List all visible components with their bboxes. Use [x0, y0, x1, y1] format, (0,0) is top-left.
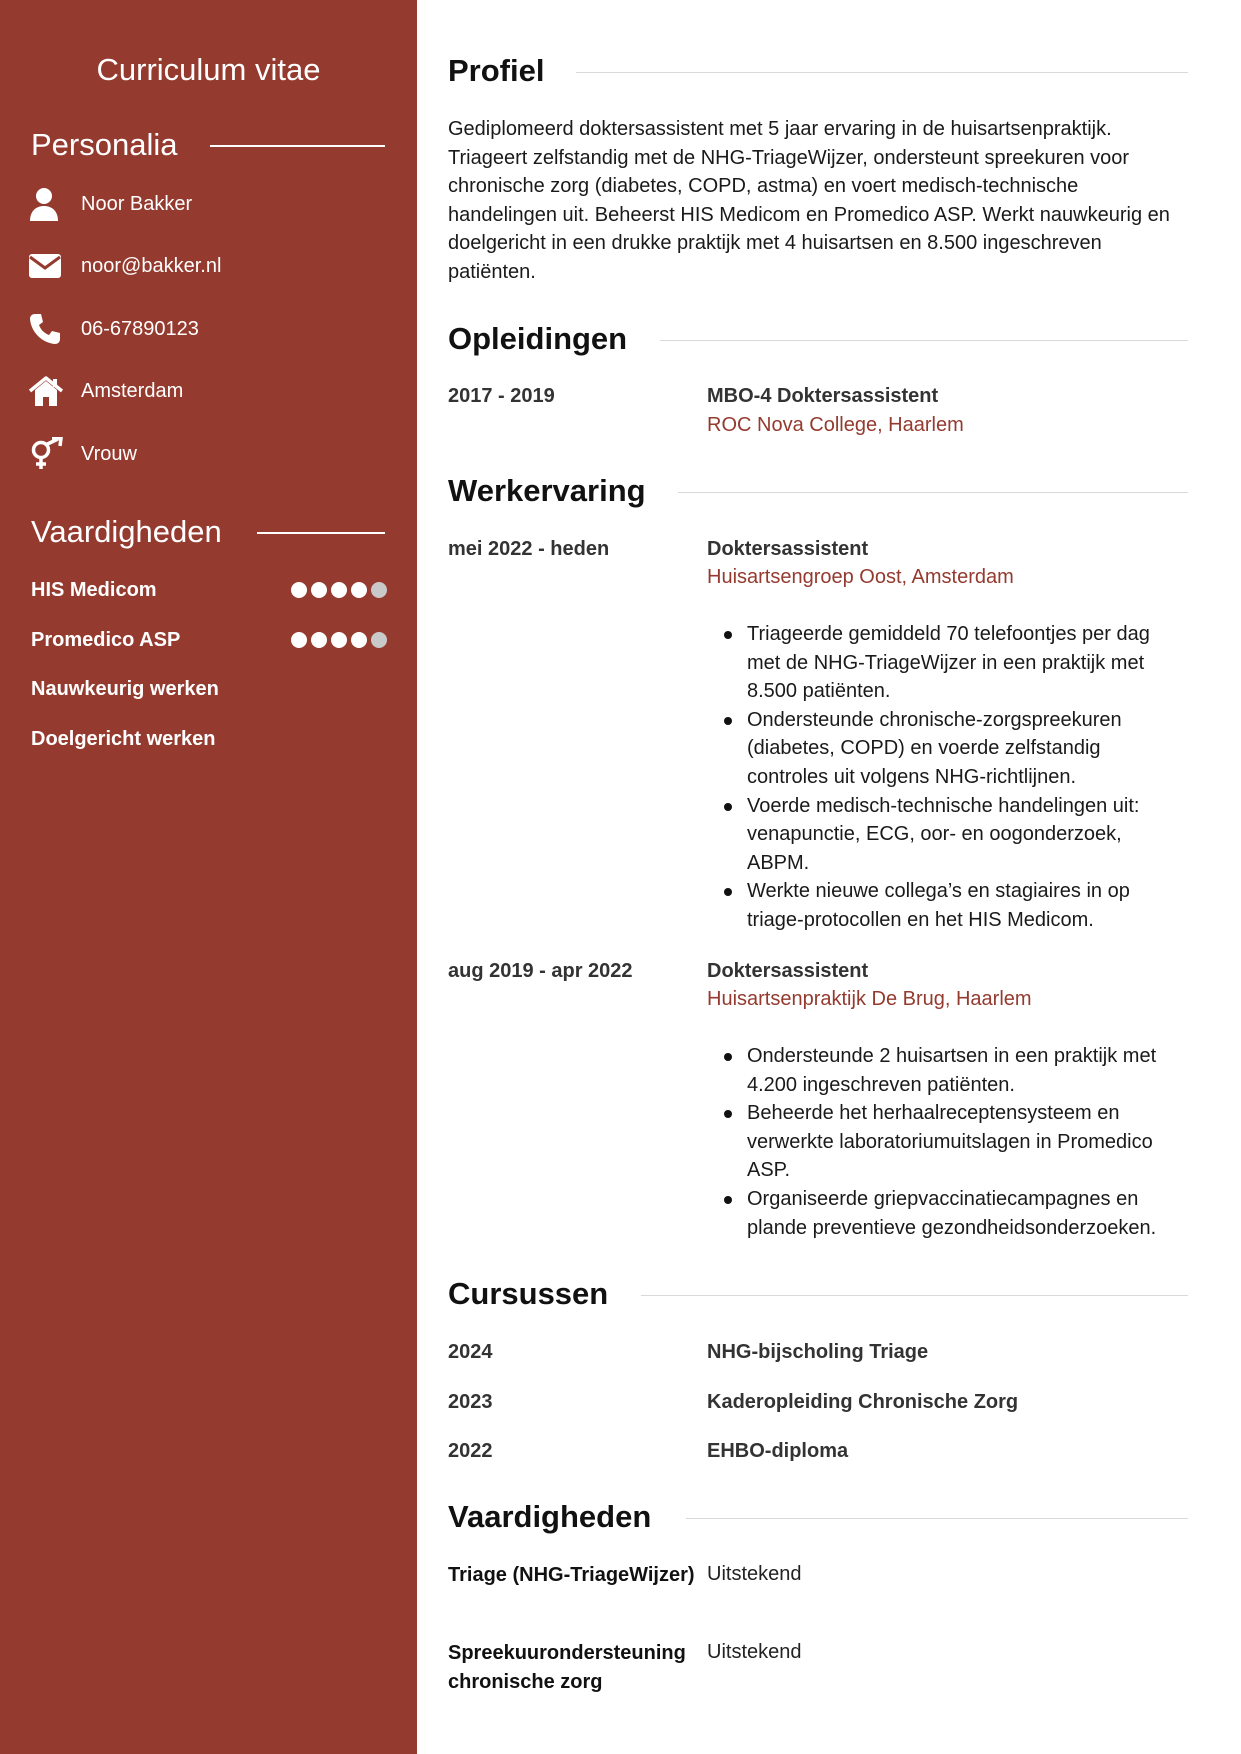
skill-level: Uitstekend — [707, 1563, 802, 1585]
rating-dot-filled — [291, 582, 307, 598]
section-title-education: Opleidingen — [448, 321, 628, 356]
section-divider — [641, 1295, 1188, 1296]
contact-email[interactable] — [28, 248, 221, 284]
job-bullet-list — [707, 1042, 1187, 1242]
job-employer: Huisartsengroep Oost, Amsterdam — [707, 566, 1014, 588]
rating-dot-empty — [371, 582, 387, 598]
rating-dot-filled — [311, 632, 327, 648]
user-icon — [28, 186, 66, 222]
contact-location-text: Amsterdam — [81, 379, 184, 402]
personalia-heading: Personalia — [31, 127, 178, 162]
rating-dot-filled — [351, 632, 367, 648]
contact-location — [28, 373, 183, 409]
skill-rating-dots — [291, 582, 387, 598]
home-icon — [28, 373, 66, 409]
rating-dot-filled — [331, 582, 347, 598]
course-name: EHBO-diploma — [707, 1440, 849, 1462]
list-item: Beheerde het herhaalreceptensysteem en verwerkte laboratoriumuitslagen in Promedico ASP. — [707, 1099, 1187, 1185]
contact-phone[interactable] — [28, 311, 199, 347]
contact-email-text[interactable]: noor@bakker.nl — [81, 254, 222, 277]
job-bullet-list — [707, 620, 1187, 935]
phone-icon — [28, 311, 66, 347]
rating-dot-filled — [311, 582, 327, 598]
list-item: Voerde medisch-technische handelingen uit: venapunctie, ECG, oor- en oogonderzoek, ABPM. — [707, 792, 1187, 878]
sidebar — [0, 0, 417, 1754]
skill-name: Spreekuurondersteuning chronische zorg — [448, 1642, 686, 1693]
course-year: 2023 — [448, 1391, 493, 1413]
list-item: Werkte nieuwe collega’s en stagiaires in op triage-protocollen en het HIS Medicom. — [707, 877, 1187, 934]
list-item: Triageerde gemiddeld 70 telefoontjes per dag met de NHG-TriageWijzer in een praktijk met 8.500 patiënten. — [707, 620, 1187, 706]
course-name: NHG-bijscholing Triage — [707, 1341, 929, 1363]
section-title-profile: Profiel — [448, 53, 545, 88]
section-divider — [660, 340, 1188, 341]
skill-item — [31, 675, 387, 703]
list-item: Organiseerde griepvaccinatiecampagnes en plande preventieve gezondheidsonderzoeken. — [707, 1185, 1187, 1242]
course-name: Kaderopleiding Chronische Zorg — [707, 1391, 1019, 1413]
section-title-skills: Vaardigheden — [448, 1499, 652, 1534]
skill-name: Triage (NHG-TriageWijzer) — [448, 1564, 695, 1586]
skill-name: Nauwkeurig werken — [31, 677, 219, 700]
section-divider — [678, 492, 1188, 493]
skill-item — [31, 576, 387, 604]
job-employer: Huisartsenpraktijk De Brug, Haarlem — [707, 988, 1032, 1010]
cv-title: Curriculum vitae — [96, 52, 321, 87]
skill-name: HIS Medicom — [31, 578, 157, 601]
section-title-courses: Cursussen — [448, 1276, 609, 1311]
job-period: mei 2022 - heden — [448, 538, 610, 560]
rating-dot-filled — [331, 632, 347, 648]
skill-name: Doelgericht werken — [31, 727, 216, 750]
education-school: ROC Nova College, Haarlem — [707, 414, 964, 436]
envelope-icon — [28, 248, 66, 284]
course-year: 2022 — [448, 1440, 493, 1462]
skill-item — [31, 626, 387, 654]
section-title-experience: Werkervaring — [448, 473, 646, 508]
section-divider — [686, 1518, 1188, 1519]
education-degree: MBO-4 Doktersassistent — [707, 385, 939, 407]
rating-dot-empty — [371, 632, 387, 648]
skill-rating-dots — [291, 632, 387, 648]
contact-gender-text: Vrouw — [81, 442, 137, 465]
contact-name — [28, 186, 192, 222]
job-period: aug 2019 - apr 2022 — [448, 960, 633, 982]
list-item: Ondersteunde chronische-zorgspreekuren (diabetes, COPD) en voerde zelfstandig controles uit volgens NHG-richtlijnen. — [707, 706, 1187, 792]
rating-dot-filled — [291, 632, 307, 648]
job-role: Doktersassistent — [707, 960, 869, 982]
course-year: 2024 — [448, 1341, 493, 1363]
skill-name: Promedico ASP — [31, 628, 181, 651]
skills-heading-sidebar: Vaardigheden — [31, 514, 222, 549]
skill-item — [31, 725, 387, 753]
contact-phone-text[interactable]: 06-67890123 — [81, 317, 199, 340]
skill-level: Uitstekend — [707, 1641, 802, 1663]
personalia-divider — [210, 145, 385, 147]
profile-text: Gediplomeerd doktersassistent met 5 jaar ervaring in de huisartsenpraktijk. Triageert zelfstandig met de NHG-TriageWijzer, ondersteunt spreekuren voor chronische zorg (diabetes, COPD, astma) en voert medisch-technische handelingen uit. Beheerst HIS Medicom en Promedico ASP. Werkt nauwkeurig en doelgericht in een drukke praktijk met 4 huisartsen en 8.500 ingeschreven patiënten. — [448, 118, 1170, 283]
job-role: Doktersassistent — [707, 538, 869, 560]
contact-name-text: Noor Bakker — [81, 192, 193, 215]
gender-icon — [28, 436, 66, 472]
rating-dot-filled — [351, 582, 367, 598]
contact-gender — [28, 436, 137, 472]
education-period: 2017 - 2019 — [448, 385, 555, 407]
list-item: Ondersteunde 2 huisartsen in een praktijk met 4.200 ingeschreven patiënten. — [707, 1042, 1187, 1099]
skills-divider-sidebar — [257, 532, 385, 534]
section-divider — [576, 72, 1188, 73]
